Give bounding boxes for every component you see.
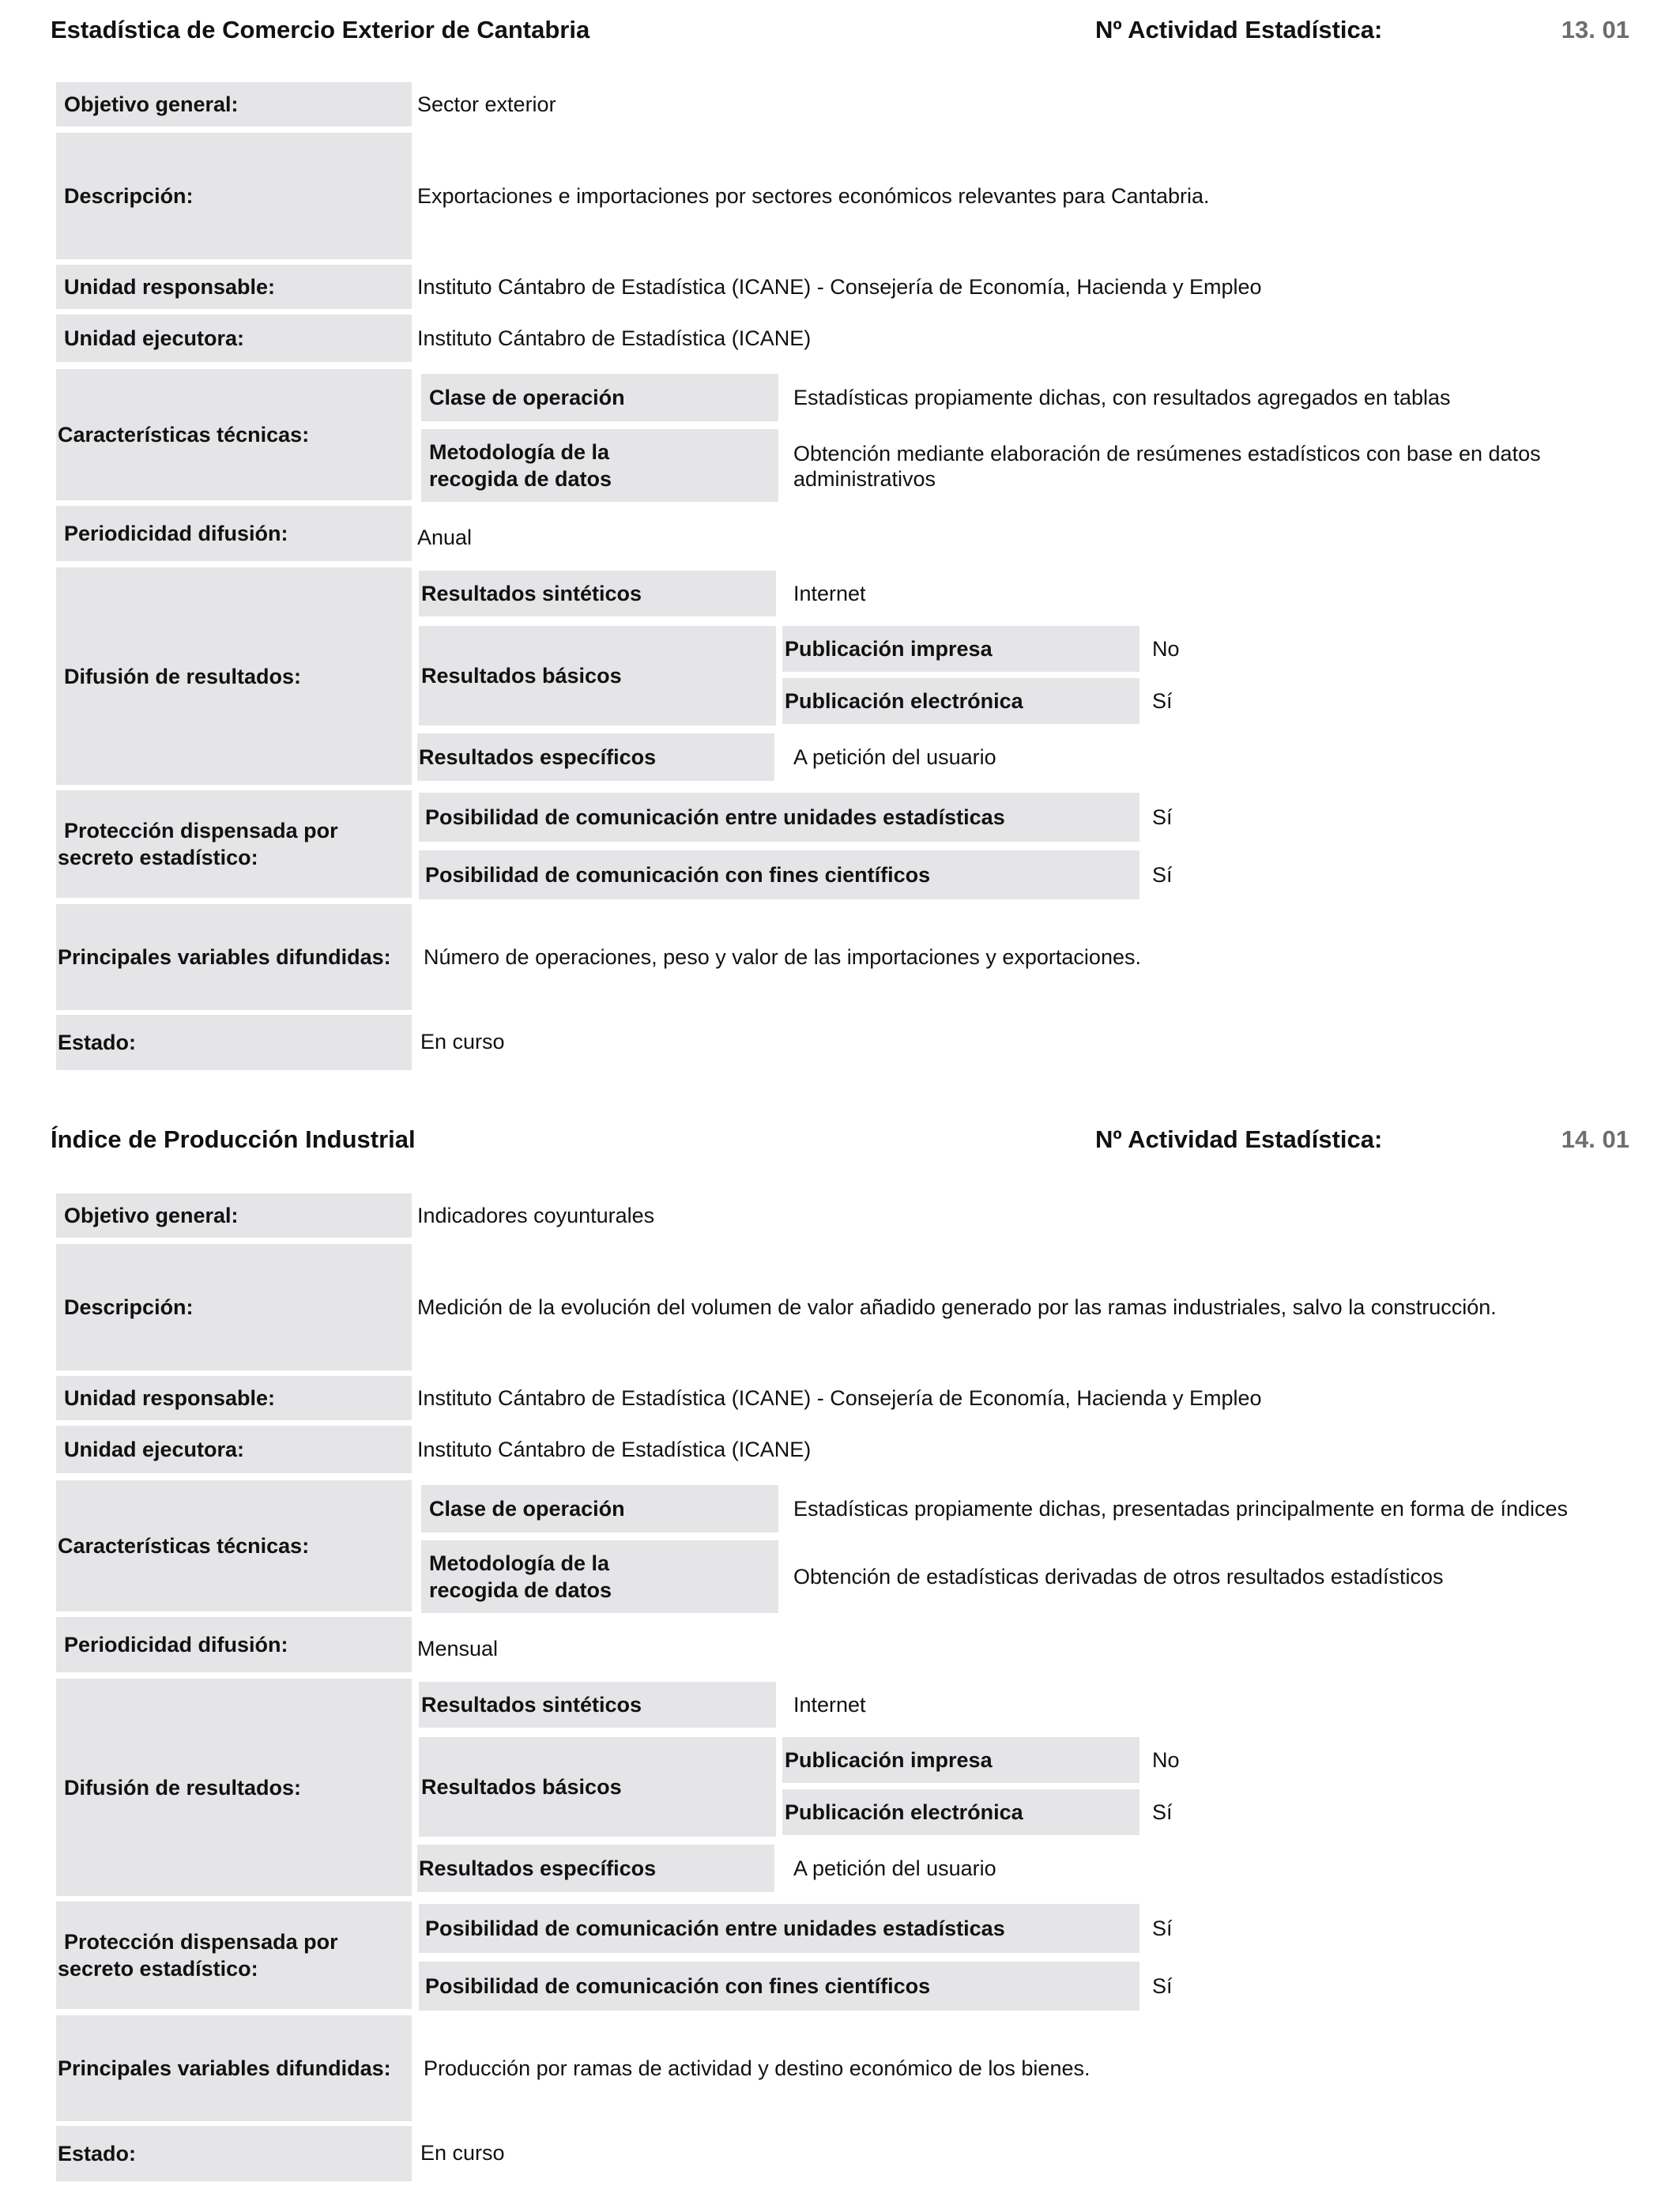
unidad-ejecutora-label: Unidad ejecutora: (56, 1426, 412, 1473)
caracteristicas-label: Características técnicas: (56, 1480, 412, 1611)
record-card (0, 0, 1680, 1091)
metodologia-value-line1: Obtención mediante elaboración de resúmenes estadísticos con base en datos (793, 442, 1541, 466)
pub-impresa-value: No (1152, 636, 1180, 661)
clase-operacion-value: Estadísticas propiamente dichas, con resultados agregados en tablas (793, 385, 1451, 409)
com-cientificos-label: Posibilidad de comunicación con fines científicos (419, 850, 1139, 899)
com-unidades-label: Posibilidad de comunicación entre unidades estadísticas (419, 1904, 1139, 1953)
unidad-ejecutora-value: Instituto Cántabro de Estadística (ICANE) (417, 326, 812, 350)
record-title: Índice de Producción Industrial (51, 1125, 416, 1153)
estado-label: Estado: (56, 2126, 412, 2181)
proteccion-label-line2: secreto estadístico: (58, 1957, 258, 1981)
periodicidad-value: Anual (417, 525, 473, 549)
principales-value: Número de operaciones, peso y valor de las importaciones y exportaciones. (424, 944, 1141, 969)
metodologia-label-line2: recogida de datos (429, 1578, 612, 1602)
periodicidad-label: Periodicidad difusión: (56, 506, 412, 561)
proteccion-label-line1: Protección dispensada por (64, 819, 338, 842)
com-cientificos-label: Posibilidad de comunicación con fines científicos (419, 1962, 1139, 2011)
pub-electronica-label: Publicación electrónica (782, 678, 1139, 724)
metodologia-value (793, 429, 1663, 502)
com-cientificos-value: Sí (1152, 862, 1173, 887)
metodologia-label (421, 1540, 778, 1613)
objetivo-value: Indicadores coyunturales (417, 1203, 655, 1227)
difusion-label: Difusión de resultados: (56, 1679, 412, 1896)
difusion-label: Difusión de resultados: (56, 567, 412, 785)
proteccion-label-line2: secreto estadístico: (58, 846, 258, 869)
unidad-responsable-value: Instituto Cántabro de Estadística (ICANE) - Consejería de Economía, Hacienda y Empleo (417, 274, 1262, 299)
unidad-responsable-value: Instituto Cántabro de Estadística (ICANE) - Consejería de Economía, Hacienda y Empleo (417, 1385, 1262, 1410)
unidad-responsable-label: Unidad responsable: (56, 265, 412, 309)
clase-operacion-value: Estadísticas propiamente dichas, presentadas principalmente en forma de índices (793, 1496, 1569, 1521)
pub-impresa-label: Publicación impresa (782, 626, 1139, 672)
objetivo-label: Objetivo general: (56, 1193, 412, 1238)
sinteticos-label: Resultados sintéticos (419, 571, 776, 616)
com-unidades-label: Posibilidad de comunicación entre unidades estadísticas (419, 793, 1139, 842)
principales-label: Principales variables difundidas: (56, 2015, 412, 2121)
especificos-value: A petición del usuario (793, 744, 996, 769)
activity-number-value: 13. 01 (1561, 16, 1629, 43)
descripcion-label: Descripción: (56, 133, 412, 259)
basicos-label: Resultados básicos (419, 626, 776, 726)
metodologia-value (793, 1540, 1663, 1613)
especificos-value: A petición del usuario (793, 1856, 996, 1880)
especificos-label: Resultados específicos (417, 733, 774, 781)
sinteticos-value: Internet (793, 581, 866, 605)
sinteticos-label: Resultados sintéticos (419, 1682, 776, 1728)
estado-value: En curso (420, 1029, 505, 1054)
metodologia-value-line2: administrativos (793, 467, 936, 491)
objetivo-label: Objetivo general: (56, 82, 412, 126)
unidad-ejecutora-value: Instituto Cántabro de Estadística (ICANE) (417, 1437, 812, 1461)
pub-impresa-label: Publicación impresa (782, 1737, 1139, 1783)
activity-number-label: Nº Actividad Estadística: (1095, 16, 1383, 43)
proteccion-label-line1: Protección dispensada por (64, 1930, 338, 1954)
pub-electronica-value: Sí (1152, 688, 1173, 713)
record-title: Estadística de Comercio Exterior de Cantabria (51, 16, 590, 43)
metodologia-label-line1: Metodología de la (429, 1551, 610, 1575)
caracteristicas-label: Características técnicas: (56, 369, 412, 500)
pub-electronica-value: Sí (1152, 1800, 1173, 1824)
estado-label: Estado: (56, 1015, 412, 1070)
proteccion-label (56, 1902, 412, 2009)
metodologia-label-line1: Metodología de la (429, 440, 610, 464)
principales-value: Producción por ramas de actividad y destino económico de los bienes. (424, 2056, 1090, 2080)
objetivo-value: Sector exterior (417, 92, 556, 116)
periodicidad-label: Periodicidad difusión: (56, 1617, 412, 1672)
unidad-ejecutora-label: Unidad ejecutora: (56, 315, 412, 362)
com-unidades-value: Sí (1152, 1916, 1173, 1940)
proteccion-label (56, 790, 412, 898)
activity-number-label: Nº Actividad Estadística: (1095, 1125, 1383, 1153)
metodologia-label (421, 429, 778, 502)
periodicidad-value: Mensual (417, 1636, 499, 1660)
clase-operacion-label: Clase de operación (421, 1485, 778, 1532)
principales-label: Principales variables difundidas: (56, 904, 412, 1010)
metodologia-label-line2: recogida de datos (429, 467, 612, 491)
com-unidades-value: Sí (1152, 805, 1173, 829)
pub-electronica-label: Publicación electrónica (782, 1789, 1139, 1835)
com-cientificos-value: Sí (1152, 1973, 1173, 1998)
sinteticos-value: Internet (793, 1692, 866, 1717)
basicos-label: Resultados básicos (419, 1737, 776, 1837)
clase-operacion-label: Clase de operación (421, 374, 778, 421)
record-card (0, 1114, 1680, 2205)
descripcion-value: Exportaciones e importaciones por sectores económicos relevantes para Cantabria. (417, 183, 1210, 208)
pub-impresa-value: No (1152, 1747, 1180, 1772)
especificos-label: Resultados específicos (417, 1845, 774, 1892)
activity-number-value: 14. 01 (1561, 1125, 1629, 1153)
unidad-responsable-label: Unidad responsable: (56, 1376, 412, 1420)
metodologia-value-line1: Obtención de estadísticas derivadas de otros resultados estadísticos (793, 1565, 1444, 1589)
descripcion-value: Medición de la evolución del volumen de valor añadido generado por las ramas industriales, salvo la construcción. (417, 1295, 1497, 1319)
estado-value: En curso (420, 2140, 505, 2165)
descripcion-label: Descripción: (56, 1244, 412, 1370)
